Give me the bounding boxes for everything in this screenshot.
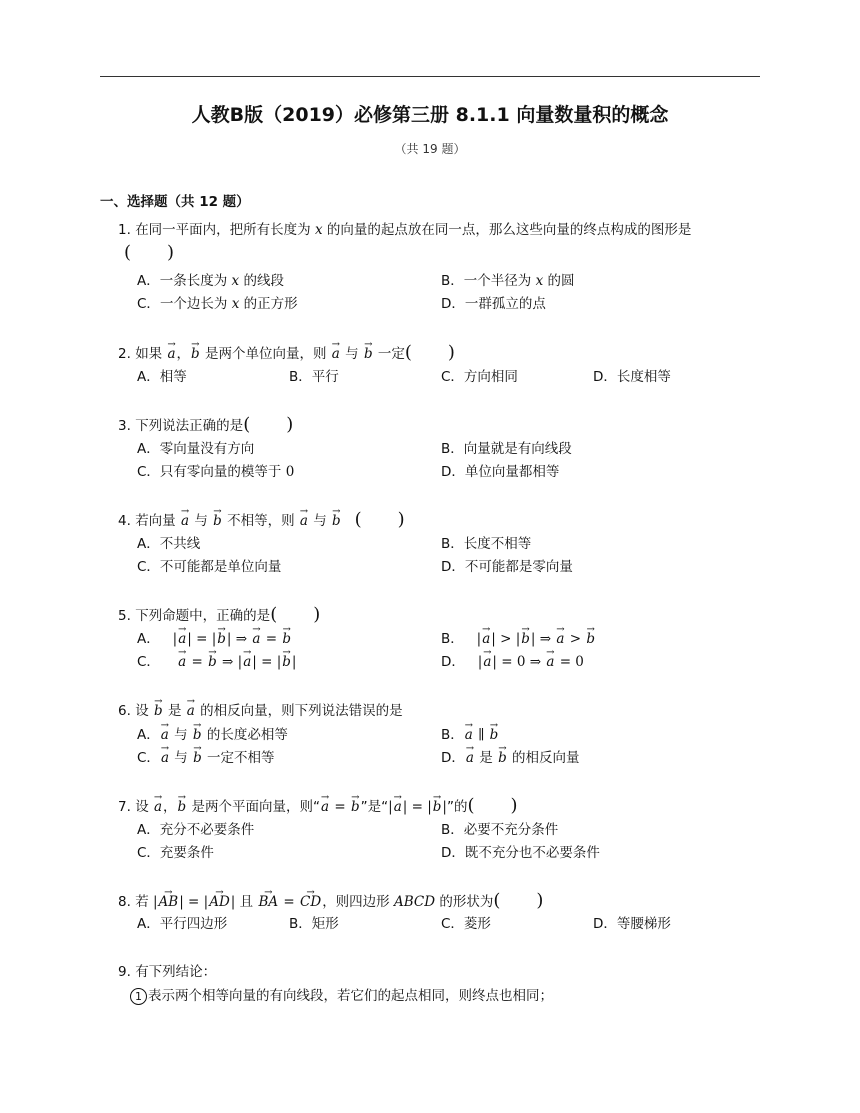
question-4-option-d: D．不可能都是零向量 [441, 559, 573, 575]
question-7-option-d: D．既不充分也不必要条件 [441, 845, 600, 861]
question-6-option-c: C．→ a 与 → b 一定不相等 [137, 748, 275, 768]
question-3-option-b: B．向量就是有向线段 [441, 441, 572, 457]
question-1-answer-blank: ( ) [124, 242, 175, 263]
header-rule [100, 76, 760, 77]
question-5-option-c: C． → a = → b ⇒ |→ a| = |→ b| [137, 652, 296, 672]
question-6-option-b: B．→ a ∥ → b [441, 725, 499, 745]
question-4-option-a: A．不共线 [137, 536, 201, 552]
question-7-option-c: C．充要条件 [137, 845, 214, 861]
question-8-option-c: C．菱形 [441, 916, 491, 932]
question-6-option-a: A．→ a 与 → b 的长度必相等 [137, 725, 288, 745]
question-1-option-a: A．一条长度为 x 的线段 [137, 273, 284, 289]
circled-number-1: 1 [130, 988, 147, 1005]
page-title: 人教B版（2019）必修第三册 8.1.1 向量数量积的概念 [191, 104, 669, 126]
question-8-option-a: A．平行四边形 [137, 916, 228, 932]
question-7-stem: 7. 设 → a，→ b 是两个平面向量，则“→ a = → b”是“|→ a| = |→ b|”的( ) [118, 796, 518, 817]
question-3-option-a: A．零向量没有方向 [137, 441, 255, 457]
section-heading: 一、选择题（共 12 题） [100, 194, 250, 210]
question-3-stem: 3. 下列说法正确的是( ) [118, 414, 294, 435]
question-9-item-1: 1 表示两个相等向量的有向线段，若它们的起点相同，则终点也相同； [130, 986, 553, 1006]
question-5-option-d: D． |→ a| = 0 ⇒ → a = 0 [441, 652, 584, 672]
question-6-option-d: D．→ a 是 → b 的相反向量 [441, 748, 580, 768]
question-count: （共 19 题） [394, 142, 466, 156]
question-4-option-c: C．不可能都是单位向量 [137, 559, 282, 575]
question-5-stem: 5. 下列命题中，正确的是( ) [118, 604, 321, 625]
question-4-option-b: B．长度不相等 [441, 536, 532, 552]
question-1-option-d: D．一群孤立的点 [441, 296, 546, 312]
question-2-option-a: A．相等 [137, 369, 187, 385]
question-2-stem: 2. 如果 → a，→ b 是两个单位向量，则 → a 与 → b 一定( ) [118, 343, 455, 364]
question-3-option-d: D．单位向量都相等 [441, 464, 560, 480]
question-1-option-b: B．一个半径为 x 的圆 [441, 273, 575, 289]
question-8-option-d: D．等腰梯形 [593, 916, 671, 932]
question-5-option-a: A． |→ a| = |→ b| ⇒ → a = → b [137, 629, 292, 649]
question-6-stem: 6. 设 → b 是 → a 的相反向量，则下列说法错误的是 [118, 701, 403, 721]
question-9-stem: 9. 有下列结论： [118, 964, 217, 980]
question-7-option-a: A．充分不必要条件 [137, 822, 255, 838]
question-2-option-d: D．长度相等 [593, 369, 671, 385]
question-1-option-c: C．一个边长为 x 的正方形 [137, 296, 298, 312]
question-2-option-c: C．方向相同 [441, 369, 518, 385]
question-8-option-b: B．矩形 [289, 916, 339, 932]
question-7-option-b: B．必要不充分条件 [441, 822, 559, 838]
question-1-stem: 1. 在同一平面内，把所有长度为 x 的向量的起点放在同一点，那么这些向量的终点构成的图形是 [118, 222, 692, 238]
question-2-option-b: B．平行 [289, 369, 339, 385]
question-4-stem: 4. 若向量 → a 与 → b 不相等，则 → a 与 → b ( ) [118, 510, 405, 531]
question-3-option-c: C．只有零向量的模等于 0 [137, 464, 295, 480]
question-5-option-b: B． |→ a| > |→ b| ⇒ → a > → b [441, 629, 596, 649]
question-8-stem: 8. 若 |→ AB| = |→ AD| 且 → BA = → CD，则四边形 ABCD 的形状为( ) [118, 891, 543, 912]
